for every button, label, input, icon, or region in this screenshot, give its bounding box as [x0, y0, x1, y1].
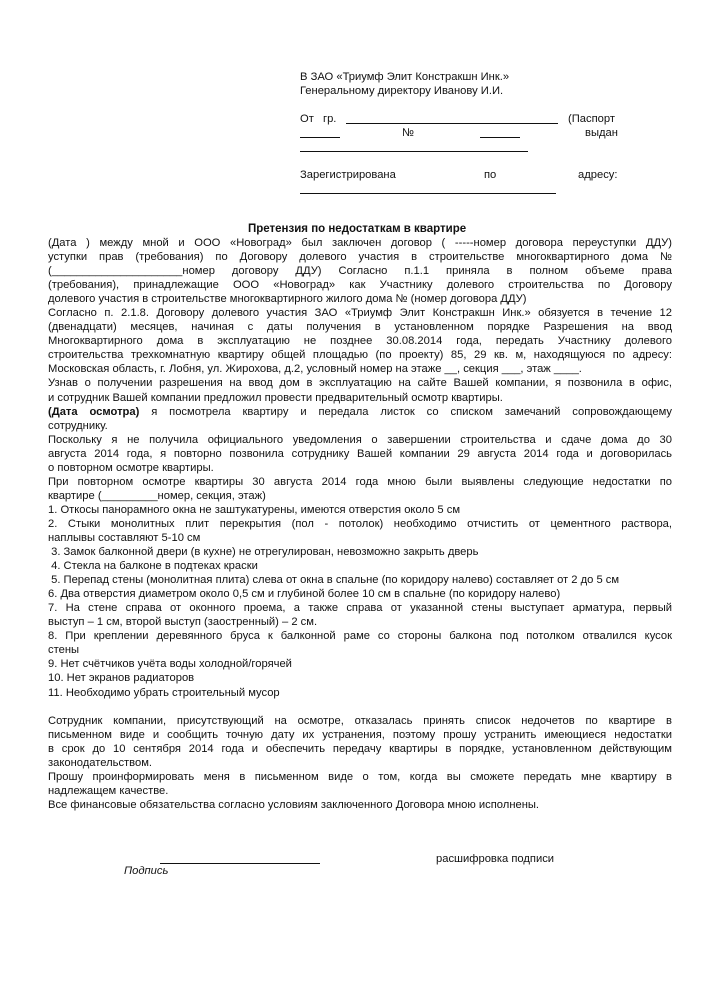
- defect-item-cont: наплывы составляют 5-10 см: [48, 531, 201, 544]
- body-line: (Дата ) между мной и ООО «Новоград» был заключен договор ( -----номер договора переуступки ДДУ): [48, 237, 672, 249]
- body-line: строительства трехкомнатную квартиру общей площадью (по проекту) 85, 29 кв. м, находящуюся по адресу:: [48, 349, 672, 362]
- issued-by-blank-line: [300, 151, 528, 152]
- body-line: Сотрудник компании, присутствующий на осмотре, отказалась принять список недочетов по квартире в: [48, 714, 672, 727]
- body-line: (двенадцати) месяцев, начиная с даты получения в установленном порядке Разрешения на ввод: [48, 321, 672, 334]
- issued-label: выдан: [585, 127, 618, 139]
- defect-item: 7. На стене справа от оконного проема, а также справа от указанной стены выступает арматура, первый: [48, 602, 672, 615]
- body-line: надлежащем качестве.: [48, 784, 169, 797]
- passport-number-blank: [480, 137, 520, 138]
- body-line: Многоквартирного дома в эксплуатацию не позднее 30.08.2014 года, передать Участнику долевого: [48, 335, 672, 348]
- body-line: Поскольку я не получила официального уведомления о завершении строительства и сдаче дома до 30: [48, 433, 672, 446]
- body-line: и сотрудник Вашей компании предложил провести предварительный осмотр квартиры.: [48, 391, 503, 404]
- defect-item: 4. Стекла на балконе в подтеках краски: [48, 560, 258, 573]
- body-line: о повторном осмотре квартиры.: [48, 461, 214, 474]
- from-label: От: [300, 113, 314, 125]
- signature-decoding-label: расшифровка подписи: [436, 853, 555, 865]
- body-line: в срок до 10 сентября 2014 года и обеспечить передачу квартиры в порядке, установленном действующим: [48, 742, 672, 755]
- body-line: уступки прав (требования) по Договору долевого участия в строительстве многоквартирного дома №: [48, 251, 672, 264]
- address-blank-line: [300, 193, 556, 194]
- passport-series-blank: [300, 137, 340, 138]
- body-line: (_____________________номер договору ДДУ) Согласно п.1.1 приняла в полном объеме права: [48, 265, 672, 278]
- document-title: Претензия по недостаткам в квартире: [248, 223, 467, 235]
- defect-item: 11. Необходимо убрать строительный мусор: [48, 686, 280, 699]
- addressee-company: В ЗАО «Триумф Элит Констракшн Инк.»: [300, 71, 510, 83]
- signature-label: Подпись: [124, 865, 169, 877]
- defect-item: 1. Откосы панорамного окна не заштукатурены, имеются отверстия около 5 см: [48, 503, 461, 516]
- body-line: Согласно п. 2.1.8. Договору долевого участия ЗАО «Триумф Элит Констракшн Инк.» обязуется в течение 12: [48, 307, 672, 320]
- defect-item-cont: стены: [48, 644, 80, 657]
- body-line: законодательством.: [48, 756, 153, 769]
- defect-item: 3. Замок балконной двери (в кухне) не отрегулирован, невозможно закрыть дверь: [48, 546, 479, 559]
- address-label: адресу:: [578, 169, 618, 181]
- inspection-date-label: (Дата осмотра): [48, 405, 140, 418]
- body-line: (требования), принадлежащие ООО «Новоград» как Участнику долевого строительства по Договору: [48, 279, 672, 292]
- defect-item: 2. Стыки монолитных плит перекрытия (пол - потолок) необходимо отчистить от цементного раствора,: [48, 517, 672, 530]
- by-label: по: [484, 169, 497, 181]
- defect-item: 10. Нет экранов радиаторов: [48, 672, 195, 685]
- body-line: Прошу проинформировать меня в письменном виде о том, когда вы сможете передать мне квартиру в: [48, 770, 672, 783]
- body-line: Узнав о получении разрешения на ввод дом в эксплуатацию на сайте Вашей компании, я позвонила в офис,: [48, 377, 672, 390]
- body-line: Все финансовые обязательства согласно условиям заключенного Договора мною исполнены.: [48, 798, 540, 811]
- defect-item: 5. Перепад стены (монолитная плита) слева от окна в спальне (по коридору налево) составляет от 2 до 5 см: [48, 574, 620, 587]
- registered-label: Зарегистрирована: [300, 169, 396, 181]
- body-line: долевого участия в строительстве многоквартирного жилого дома № (номер договора ДДУ): [48, 293, 527, 306]
- passport-label: (Паспорт: [568, 113, 615, 125]
- addressee-director: Генеральному директору Иванову И.И.: [300, 85, 504, 97]
- signature-line: [160, 863, 320, 864]
- body-line: августа 2014 года, я повторно позвонила сотруднику Вашей компании 29 августа 2014 года и договорилась: [48, 447, 672, 460]
- claim-body: [48, 236, 672, 812]
- defect-item: 6. Два отверстия диаметром около 0,5 см и глубиной более 10 см в спальне (по коридору налево): [48, 588, 561, 601]
- body-line: Московская область, г. Лобня, ул. Жирохова, д.2, условный номер на этаже __, секция ___, этаж ____.: [48, 363, 582, 376]
- number-sign: №: [402, 127, 415, 139]
- body-line: сотруднику.: [48, 419, 108, 432]
- name-blank-line: [346, 123, 558, 124]
- defect-item: 9. Нет счётчиков учёта воды холодной/горячей: [48, 658, 292, 671]
- defect-item-cont: выступ – 1 см, второй выступ (заостренный) – 2 см.: [48, 616, 318, 629]
- spacer: [48, 700, 672, 714]
- body-line: При повторном осмотре квартиры 30 августа 2014 года мною были выявлены следующие недостатки по: [48, 475, 672, 488]
- body-line: квартире (_________номер, секция, этаж): [48, 489, 266, 502]
- body-line: [48, 405, 672, 419]
- citizen-label: гр.: [323, 113, 337, 125]
- body-line-text: я посмотрела квартиру и передала листок со списком замечаний сопровождающему: [139, 405, 672, 418]
- defect-item: 8. При креплении деревянного бруса к балконной раме со стороны балкона под потолком отвалился кусок: [48, 630, 672, 643]
- body-line: письменном виде и сообщить точную дату их устранения, поэтому прошу устранить имеющиеся недостатки: [48, 728, 672, 741]
